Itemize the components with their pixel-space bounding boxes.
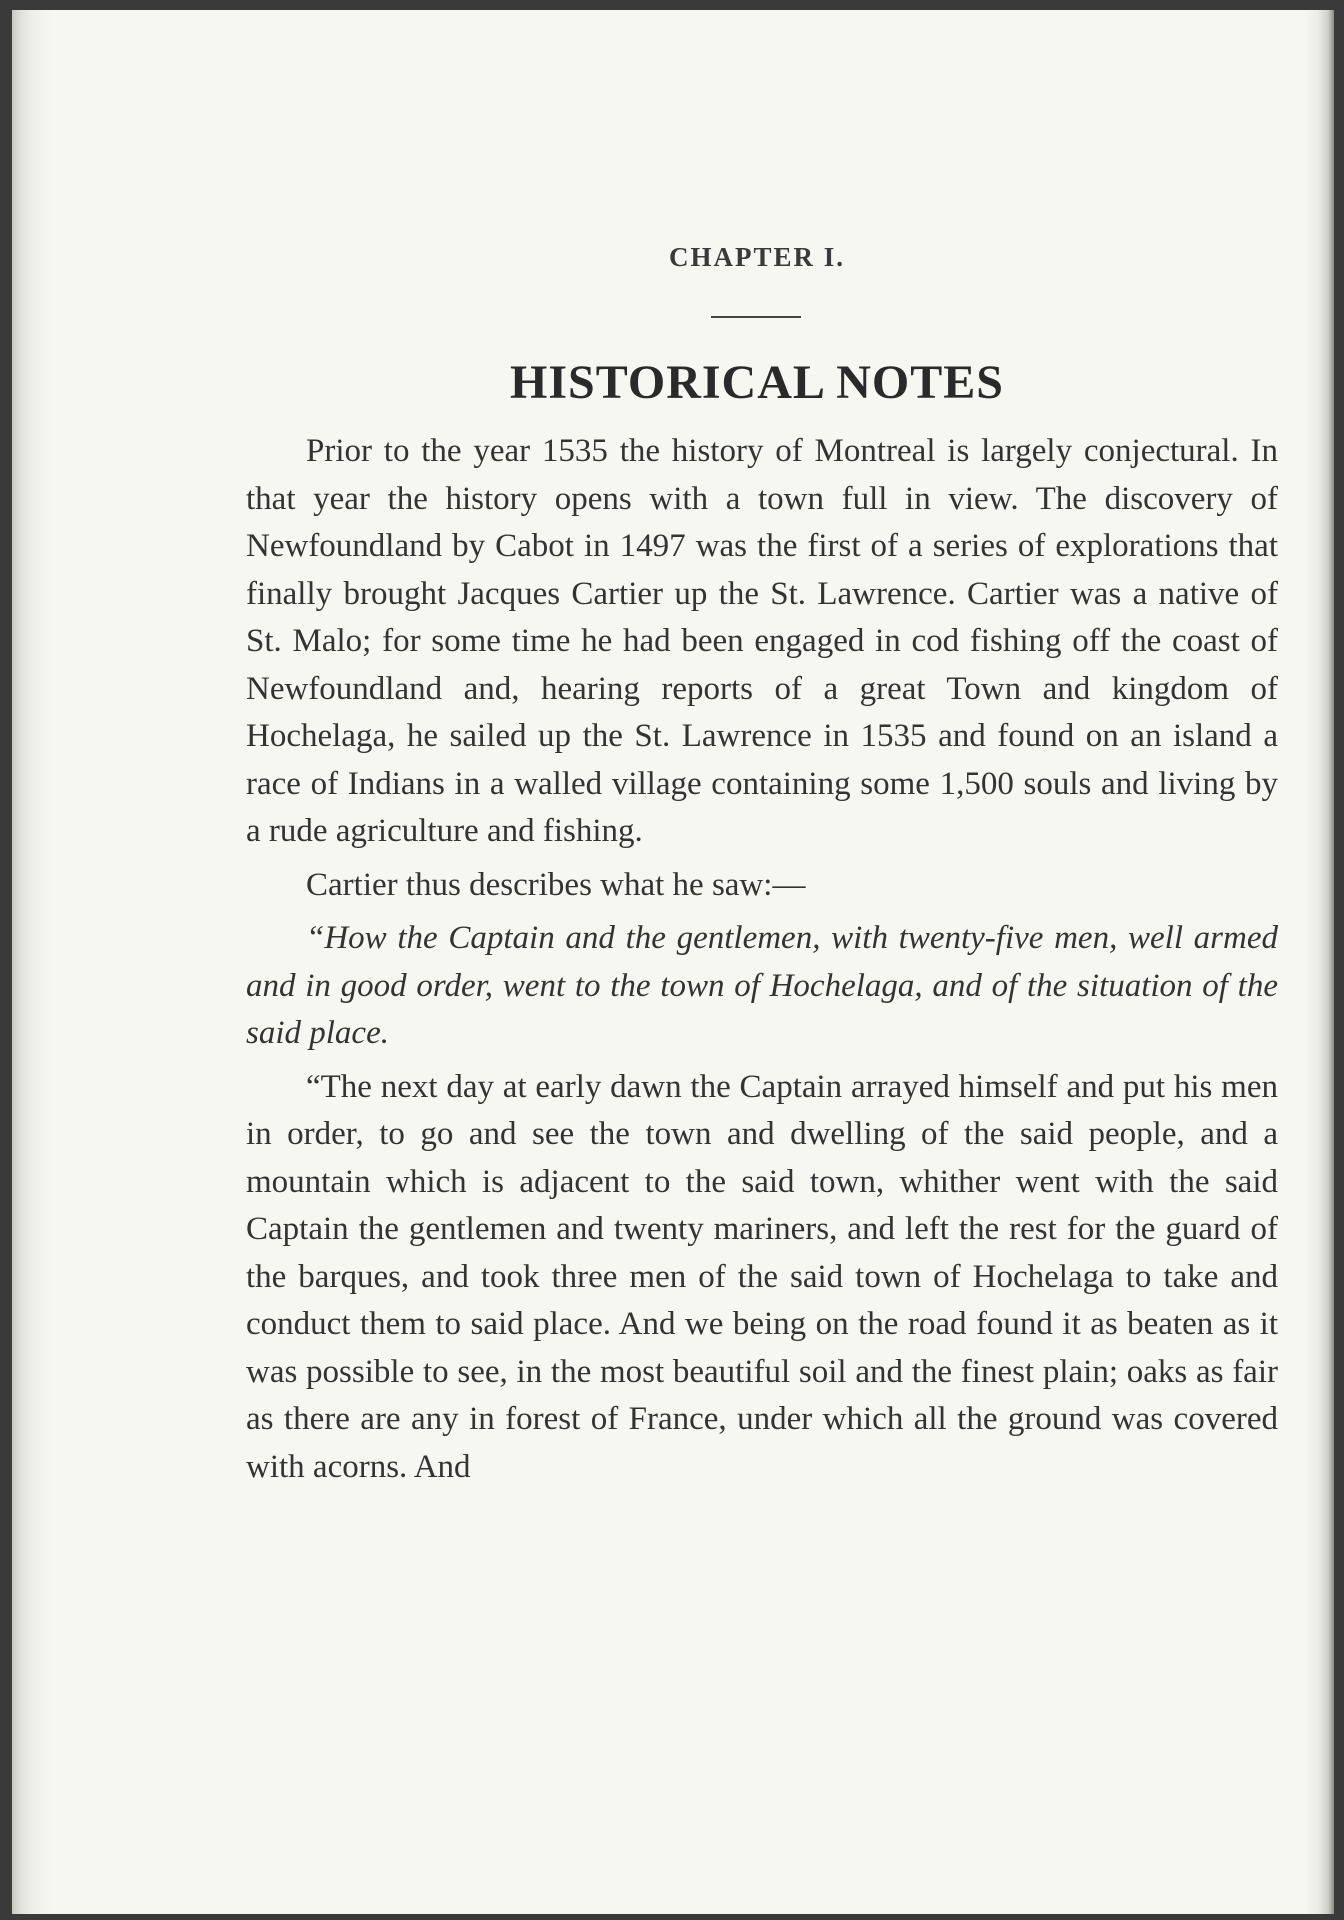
page-title: HISTORICAL NOTES	[510, 356, 1004, 409]
paragraph: Cartier thus describes what he saw:—	[306, 866, 806, 903]
body-text	[246, 428, 1278, 1497]
paragraph: “The next day at early dawn the Captain arrayed himself and put his men in order, to go and see the town and dwelling of the said people, and a mountain which is adjacent to the said town, whither went with the said Captain the gentlemen and twenty mariners, and left the rest for the guard of the barques, and took three men of the said town of Hochelaga to take and conduct them to said place. And we being on the road found it as beaten as it was possible to see, in the most beautiful soil and the finest plain; oaks as fair as there are any in forest of France, under which all the ground was covered with acorns. And	[246, 1068, 1278, 1485]
quote-heading: “How the Captain and the gentlemen, with twenty-five men, well armed and in good order, went to the town of Hochelaga, and of the situation of the said place.	[246, 920, 1278, 1051]
chapter-heading: CHAPTER I.	[668, 242, 845, 272]
page-edge-shadow	[1304, 10, 1334, 1914]
paragraph: Prior to the year 1535 the history of Montreal is largely conjectural. In that year the history opens with a town full in view. The discovery of Newfoundland by Cabot in 1497 was the first of a series of explorations that finally brought Jacques Cartier up the St. Lawrence. Cartier was a native of St. Malo; for some time he had been engaged in cod fishing off the coast of Newfoundland and, hearing reports of a great Town and kingdom of Hochelaga, he sailed up the St. Lawrence in 1535 and found on an island a race of Indians in a walled village containing some 1,500 souls and living by a rude agriculture and fishing.	[246, 433, 1278, 849]
book-page	[12, 10, 1334, 1914]
heading-divider	[711, 316, 801, 318]
page-gutter-shadow	[12, 10, 52, 1914]
